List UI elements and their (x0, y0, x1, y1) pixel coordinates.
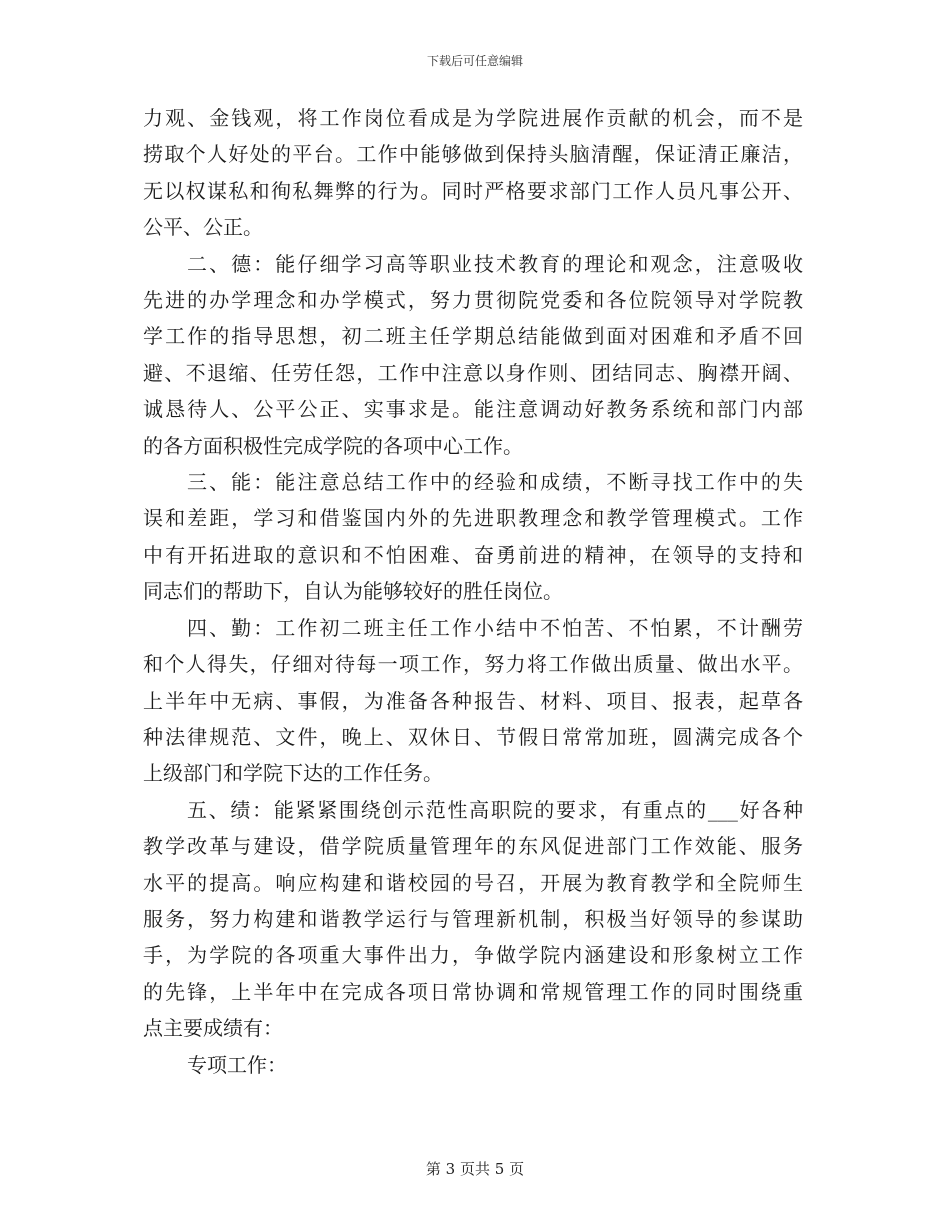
text-line: 点主要成绩有： (143, 1016, 283, 1041)
text-line: 水平的提高。响应构建和谐校园的号召，开展为教育教学和全院师生 (143, 870, 803, 895)
text-line: 种法律规范、文件，晚上、双休日、节假日常常加班，圆满完成各个 (143, 724, 803, 749)
text-line: 专项工作： (187, 1052, 287, 1077)
text-line: 公平、公正。 (143, 215, 263, 240)
text-line: 三、能：能注意总结工作中的经验和成绩，不断寻找工作中的失 (187, 470, 803, 495)
text-line: 同志们的帮助下，自认为能够较好的胜任岗位。 (143, 579, 563, 604)
text-line: 避、不退缩、任劳任怨，工作中注意以身作则、团结同志、胸襟开阔、 (143, 360, 803, 385)
text-line: 学工作的指导思想，初二班主任学期总结能做到面对困难和矛盾不回 (143, 324, 803, 349)
document-body (143, 100, 803, 1083)
text-line: 二、德：能仔细学习高等职业技术教育的理论和观念，注意吸收 (187, 251, 803, 276)
text-line: 上半年中无病、事假，为准备各种报告、材料、项目、报表，起草各 (143, 688, 803, 713)
text-line: 的各方面积极性完成学院的各项中心工作。 (143, 433, 523, 458)
text-line: 诚恳待人、公平公正、实事求是。能注意调动好教务系统和部门内部 (143, 397, 803, 422)
text-line: 四、勤：工作初二班主任工作小结中不怕苦、不怕累，不计酬劳 (187, 615, 803, 640)
text-line: 手，为学院的各项重大事件出力，争做学院内涵建设和形象树立工作 (143, 943, 803, 968)
text-line: 服务，努力构建和谐教学运行与管理新机制，积极当好领导的参谋助 (143, 906, 803, 931)
text-line: 捞取个人好处的平台。工作中能够做到保持头脑清醒，保证清正廉洁， (143, 142, 803, 167)
text-line: 和个人得失，仔细对待每一项工作，努力将工作做出质量、做出水平。 (143, 652, 803, 677)
text-line: 无以权谋私和徇私舞弊的行为。同时严格要求部门工作人员凡事公开、 (143, 178, 803, 203)
text-line: 力观、金钱观，将工作岗位看成是为学院进展作贡献的机会，而不是 (143, 106, 803, 130)
text-line: 中有开拓进取的意识和不怕困难、奋勇前进的精神，在领导的支持和 (143, 542, 803, 567)
page-number: 第 3 页共 5 页 (425, 1160, 525, 1178)
text-line: 的先锋，上半年中在完成各项日常协调和常规管理工作的同时围绕重 (143, 979, 803, 1004)
text-line: 五、绩：能紧紧围绕创示范性高职院的要求，有重点的___好各种 (187, 797, 803, 822)
page-header: 下载后可任意编辑 (426, 54, 523, 68)
text-line: 教学改革与建设，借学院质量管理年的东风促进部门工作效能、服务 (143, 834, 803, 859)
text-line: 先进的办学理念和办学模式，努力贯彻院党委和各位院领导对学院教 (143, 288, 803, 313)
text-line: 上级部门和学院下达的工作任务。 (143, 761, 443, 786)
text-line: 误和差距，学习和借鉴国内外的先进职教理念和教学管理模式。工作 (143, 506, 803, 531)
